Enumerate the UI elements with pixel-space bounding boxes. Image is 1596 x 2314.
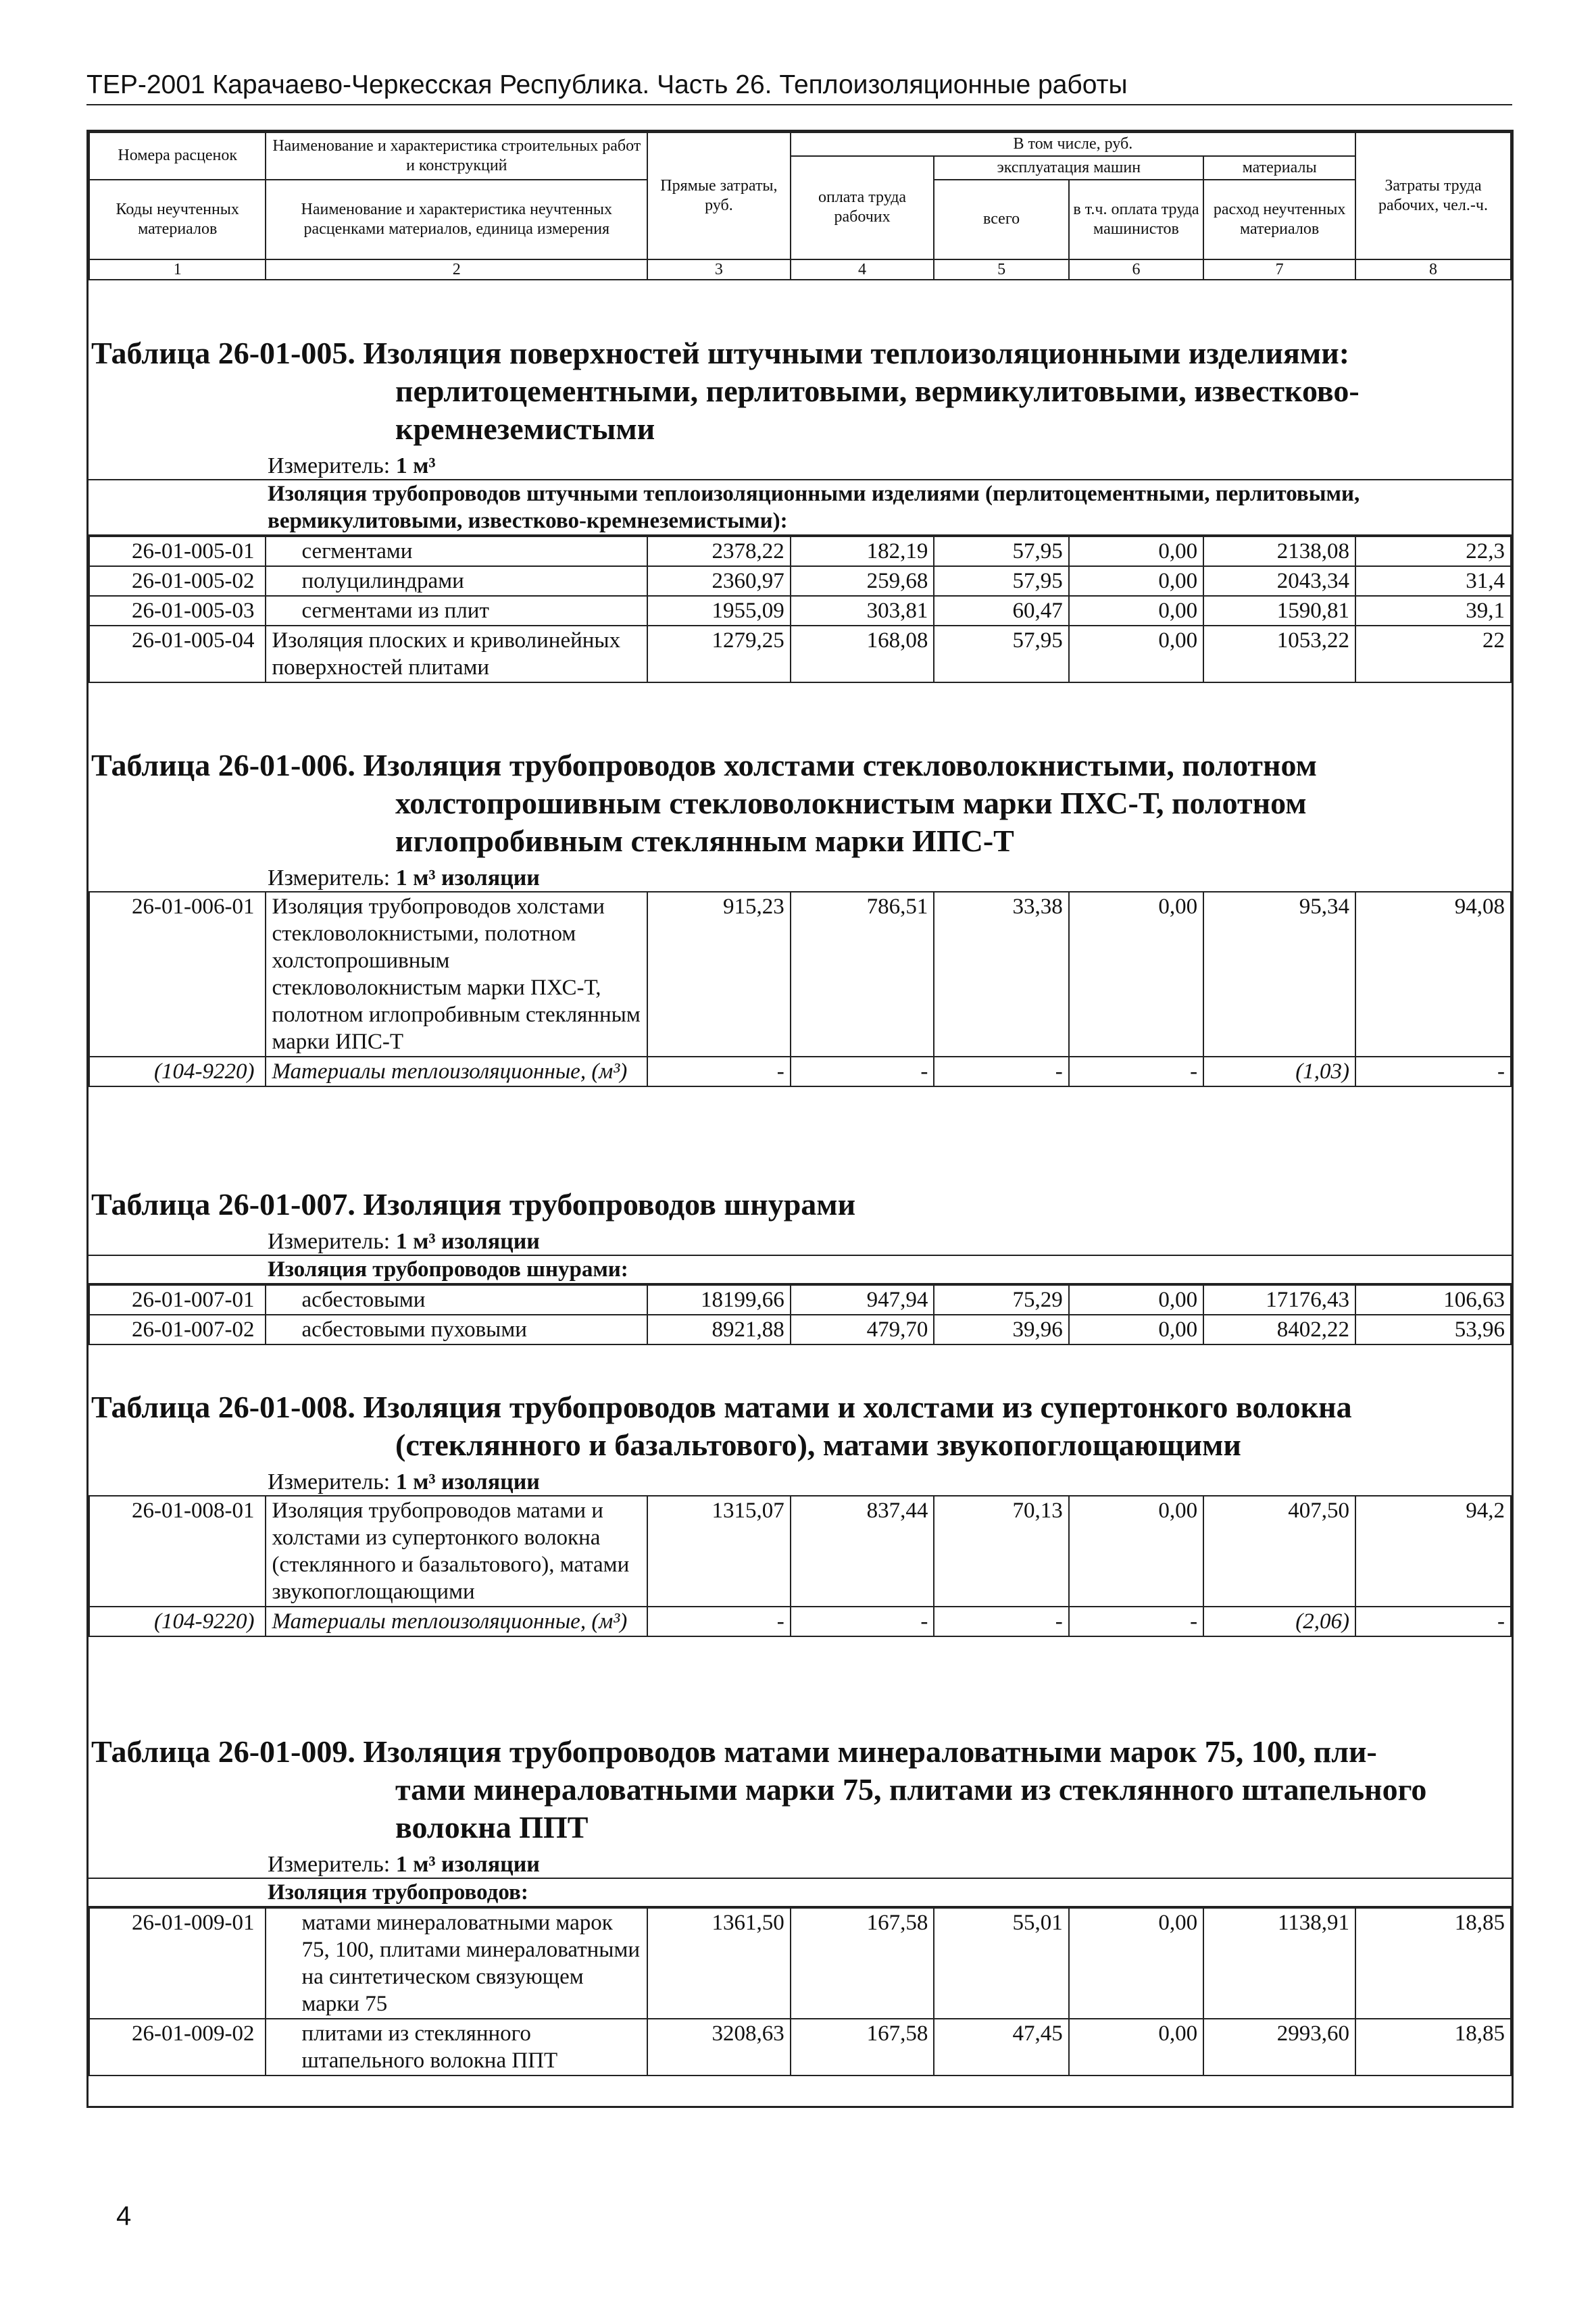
wages: 479,70	[791, 1315, 934, 1344]
wages: -	[791, 1607, 934, 1636]
materials: 95,34	[1203, 892, 1355, 1057]
rate-name: плитами из стеклянного штапельного волокна ППТ	[266, 2019, 647, 2076]
direct-costs: 915,23	[647, 892, 791, 1057]
section-26-01-005	[89, 334, 1512, 683]
title-first-line: Изоляция трубопроводов холстами стекловолокнистыми, полотном	[363, 748, 1317, 782]
wages: 303,81	[791, 596, 934, 626]
rate-code: 26-01-008-01	[89, 1496, 266, 1607]
subheading: Изоляция трубопроводов шнурами:	[89, 1255, 1512, 1284]
material-code: (104-9220)	[89, 1057, 266, 1086]
header-direct-costs: Прямые затраты, руб.	[647, 132, 791, 259]
machines-wages: 0,00	[1069, 2019, 1203, 2076]
machines-total: 55,01	[934, 1908, 1068, 2019]
machines-wages: 0,00	[1069, 1285, 1203, 1315]
section-title	[89, 1186, 1512, 1224]
rate-name: Изоляция трубопроводов холстами стекловолокнистыми, полотном холстопрошивным стекловолокнистым марки ПХС-Т, полотном иглопробивным стеклянным марки ИПС-Т	[266, 892, 647, 1057]
unit-value: 1 м³ изоляции	[395, 1469, 540, 1494]
machines-total: 57,95	[934, 626, 1068, 682]
materials: 1590,81	[1203, 596, 1355, 626]
col-number: 1	[89, 259, 266, 280]
rates-table	[89, 1495, 1512, 1637]
section-title	[89, 747, 1512, 860]
material-name: Материалы теплоизоляционные, (м³)	[266, 1607, 647, 1636]
table-label: Таблица 26-01-008.	[91, 1390, 355, 1424]
labor: 39,1	[1355, 596, 1511, 626]
labor: 31,4	[1355, 566, 1511, 596]
direct-costs: 1279,25	[647, 626, 791, 682]
rate-name: Изоляция трубопроводов матами и холстами из супертонкого волокна (стеклянного и базальтового), матами звукопоглощающими	[266, 1496, 647, 1607]
material-name: Материалы теплоизоляционные, (м³)	[266, 1057, 647, 1086]
machines-wages: 0,00	[1069, 566, 1203, 596]
rate-name: асбестовыми пуховыми	[266, 1315, 647, 1344]
direct-costs: 1955,09	[647, 596, 791, 626]
title-first-line: Изоляция трубопроводов матами минераловатными марок 75, 100, пли-	[363, 1734, 1377, 1769]
materials-use: (2,06)	[1203, 1607, 1355, 1636]
machines-total: 75,29	[934, 1285, 1068, 1315]
header-wages: оплата труда рабочих	[791, 156, 934, 259]
table-label: Таблица 26-01-006.	[91, 748, 355, 782]
rate-code: 26-01-005-03	[89, 596, 266, 626]
unit-value: 1 м³ изоляции	[395, 1852, 540, 1877]
header-rate-numbers: Номера расценок	[89, 132, 266, 180]
col-number: 4	[791, 259, 934, 280]
labor: 22	[1355, 626, 1511, 682]
unit-value: 1 м³ изоляции	[395, 865, 540, 890]
header-machines-wages: в т.ч. оплата труда машинистов	[1069, 180, 1203, 259]
table-row	[89, 1496, 1511, 1607]
rate-name: сегментами из плит	[266, 596, 647, 626]
machines-wages: 0,00	[1069, 1496, 1203, 1607]
wages: 259,68	[791, 566, 934, 596]
table-row	[89, 566, 1511, 596]
unit-value: 1 м³ изоляции	[395, 1229, 540, 1254]
wages: 167,58	[791, 2019, 934, 2076]
rate-code: 26-01-009-01	[89, 1908, 266, 2019]
header-materials: материалы	[1203, 156, 1355, 180]
rate-name: сегментами	[266, 536, 647, 566]
unit-label: Измеритель:	[268, 1229, 391, 1254]
document-frame	[86, 130, 1514, 2108]
direct-costs: 8921,88	[647, 1315, 791, 1344]
table-row	[89, 1057, 1511, 1086]
unit-label: Измеритель:	[268, 453, 391, 478]
section-title	[89, 1388, 1512, 1464]
machines-total: 47,45	[934, 2019, 1068, 2076]
materials: 1053,22	[1203, 626, 1355, 682]
rate-code: 26-01-007-01	[89, 1285, 266, 1315]
rates-table	[89, 891, 1512, 1087]
unit-line	[268, 1469, 1512, 1495]
header-material-description: Наименование и характеристика неучтенных расценками материалов, единица измерения	[266, 180, 647, 259]
page-header: ТЕР-2001 Карачаево-Черкесская Республика. Часть 26. Теплоизоляционные работы	[86, 70, 1512, 105]
direct-costs: 18199,66	[647, 1285, 791, 1315]
labor: 18,85	[1355, 2019, 1511, 2076]
rates-table	[89, 1907, 1512, 2076]
table-row	[89, 1607, 1511, 1636]
table-row	[89, 1285, 1511, 1315]
material-code: (104-9220)	[89, 1607, 266, 1636]
machines-total: -	[934, 1057, 1068, 1086]
unit-label: Измеритель:	[268, 1469, 391, 1494]
wages: -	[791, 1057, 934, 1086]
machines-wages: -	[1069, 1607, 1203, 1636]
section-title	[89, 334, 1512, 448]
table-row	[89, 596, 1511, 626]
header-machines-total: всего	[934, 180, 1068, 259]
machines-total: 70,13	[934, 1496, 1068, 1607]
title-first-line: Изоляция трубопроводов матами и холстами из супертонкого волокна	[363, 1390, 1352, 1424]
rate-name: полуцилиндрами	[266, 566, 647, 596]
labor: 94,08	[1355, 892, 1511, 1057]
rate-name: матами минераловатными марок 75, 100, плитами минераловатными на синтетическом связующем марки 75	[266, 1908, 647, 2019]
title-rest: (стеклянного и базальтового), матами звукопоглощающими	[395, 1428, 1241, 1462]
materials: 1138,91	[1203, 1908, 1355, 2019]
wages: 786,51	[791, 892, 934, 1057]
machines-total: 57,95	[934, 536, 1068, 566]
rate-code: 26-01-005-04	[89, 626, 266, 682]
materials: 2138,08	[1203, 536, 1355, 566]
table-label: Таблица 26-01-009.	[91, 1734, 355, 1769]
direct-costs: 2378,22	[647, 536, 791, 566]
wages: 182,19	[791, 536, 934, 566]
section-26-01-009	[89, 1733, 1512, 2076]
section-26-01-007	[89, 1186, 1512, 1345]
table-row	[89, 1315, 1511, 1344]
unit-line	[268, 453, 1512, 479]
subheading: Изоляция трубопроводов штучными теплоизоляционными изделиями (перлитоцементными, перлитовыми, вермикулитовыми, известково-кремнеземистыми):	[89, 479, 1512, 536]
materials: 2993,60	[1203, 2019, 1355, 2076]
labor: 22,3	[1355, 536, 1511, 566]
title-rest: перлитоцементными, перлитовыми, вермикулитовыми, известково-кремнеземистыми	[395, 374, 1360, 446]
direct-costs: 1361,50	[647, 1908, 791, 2019]
wages: 837,44	[791, 1496, 934, 1607]
rate-code: 26-01-005-01	[89, 536, 266, 566]
direct-costs: 3208,63	[647, 2019, 791, 2076]
wages: 947,94	[791, 1285, 934, 1315]
title-first-line: Изоляция поверхностей штучными теплоизоляционными изделиями:	[363, 336, 1350, 370]
unit-line	[268, 1852, 1512, 1878]
table-row	[89, 1908, 1511, 2019]
header-labor: Затраты труда рабочих, чел.-ч.	[1355, 132, 1511, 259]
subheading: Изоляция трубопроводов:	[89, 1878, 1512, 1907]
machines-wages: 0,00	[1069, 626, 1203, 682]
machines-total: 39,96	[934, 1315, 1068, 1344]
col-number: 5	[934, 259, 1068, 280]
machines-wages: 0,00	[1069, 536, 1203, 566]
header-materials-use: расход неучтенных материалов	[1203, 180, 1355, 259]
col-number: 3	[647, 259, 791, 280]
machines-total: 57,95	[934, 566, 1068, 596]
title-first-line: Изоляция трубопроводов шнурами	[363, 1187, 856, 1222]
table-row	[89, 626, 1511, 682]
title-rest: холстопрошивным стекловолокнистым марки ПХС-Т, полотном иглопробивным стеклянным марки ИПС-Т	[395, 786, 1307, 858]
machines-wages: 0,00	[1069, 892, 1203, 1057]
rate-name: Изоляция плоских и криволинейных поверхностей плитами	[266, 626, 647, 682]
machines-wages: -	[1069, 1057, 1203, 1086]
labor: -	[1355, 1057, 1511, 1086]
rate-code: 26-01-007-02	[89, 1315, 266, 1344]
table-label: Таблица 26-01-005.	[91, 336, 355, 370]
direct-costs: 1315,07	[647, 1496, 791, 1607]
machines-wages: 0,00	[1069, 596, 1203, 626]
materials: 8402,22	[1203, 1315, 1355, 1344]
unit-value: 1 м³	[395, 453, 436, 478]
title-rest: тами минераловатными марки 75, плитами из стеклянного штапельного волокна ППТ	[395, 1772, 1427, 1844]
header-machines: эксплуатация машин	[934, 156, 1203, 180]
materials: 407,50	[1203, 1496, 1355, 1607]
materials: 17176,43	[1203, 1285, 1355, 1315]
rate-code: 26-01-009-02	[89, 2019, 266, 2076]
direct-costs: 2360,97	[647, 566, 791, 596]
rates-table	[89, 536, 1512, 683]
machines-total: 60,47	[934, 596, 1068, 626]
unit-label: Измеритель:	[268, 865, 391, 890]
page-number: 4	[116, 2201, 132, 2231]
section-26-01-008	[89, 1388, 1512, 1637]
header-material-codes: Коды неучтенных материалов	[89, 180, 266, 259]
machines-wages: 0,00	[1069, 1315, 1203, 1344]
table-row	[89, 2019, 1511, 2076]
unit-line	[268, 1229, 1512, 1255]
labor: 94,2	[1355, 1496, 1511, 1607]
section-26-01-006	[89, 747, 1512, 1087]
machines-wages: 0,00	[1069, 1908, 1203, 2019]
materials-use: (1,03)	[1203, 1057, 1355, 1086]
col-number: 8	[1355, 259, 1511, 280]
table-row	[89, 892, 1511, 1057]
unit-line	[268, 865, 1512, 891]
labor: 106,63	[1355, 1285, 1511, 1315]
labor: -	[1355, 1607, 1511, 1636]
rate-name: асбестовыми	[266, 1285, 647, 1315]
direct-costs: -	[647, 1057, 791, 1086]
table-label: Таблица 26-01-007.	[91, 1187, 355, 1222]
col-number: 7	[1203, 259, 1355, 280]
header-work-description: Наименование и характеристика строительных работ и конструкций	[266, 132, 647, 180]
unit-label: Измеритель:	[268, 1852, 391, 1877]
section-title	[89, 1733, 1512, 1846]
machines-total: 33,38	[934, 892, 1068, 1057]
rates-table	[89, 1284, 1512, 1345]
rate-code: 26-01-006-01	[89, 892, 266, 1057]
labor: 18,85	[1355, 1908, 1511, 2019]
materials: 2043,34	[1203, 566, 1355, 596]
col-number: 2	[266, 259, 647, 280]
col-number: 6	[1069, 259, 1203, 280]
labor: 53,96	[1355, 1315, 1511, 1344]
wages: 168,08	[791, 626, 934, 682]
table-row	[89, 536, 1511, 566]
header-including: В том числе, руб.	[791, 132, 1355, 156]
direct-costs: -	[647, 1607, 791, 1636]
rate-code: 26-01-005-02	[89, 566, 266, 596]
column-header-table	[89, 132, 1512, 280]
wages: 167,58	[791, 1908, 934, 2019]
machines-total: -	[934, 1607, 1068, 1636]
